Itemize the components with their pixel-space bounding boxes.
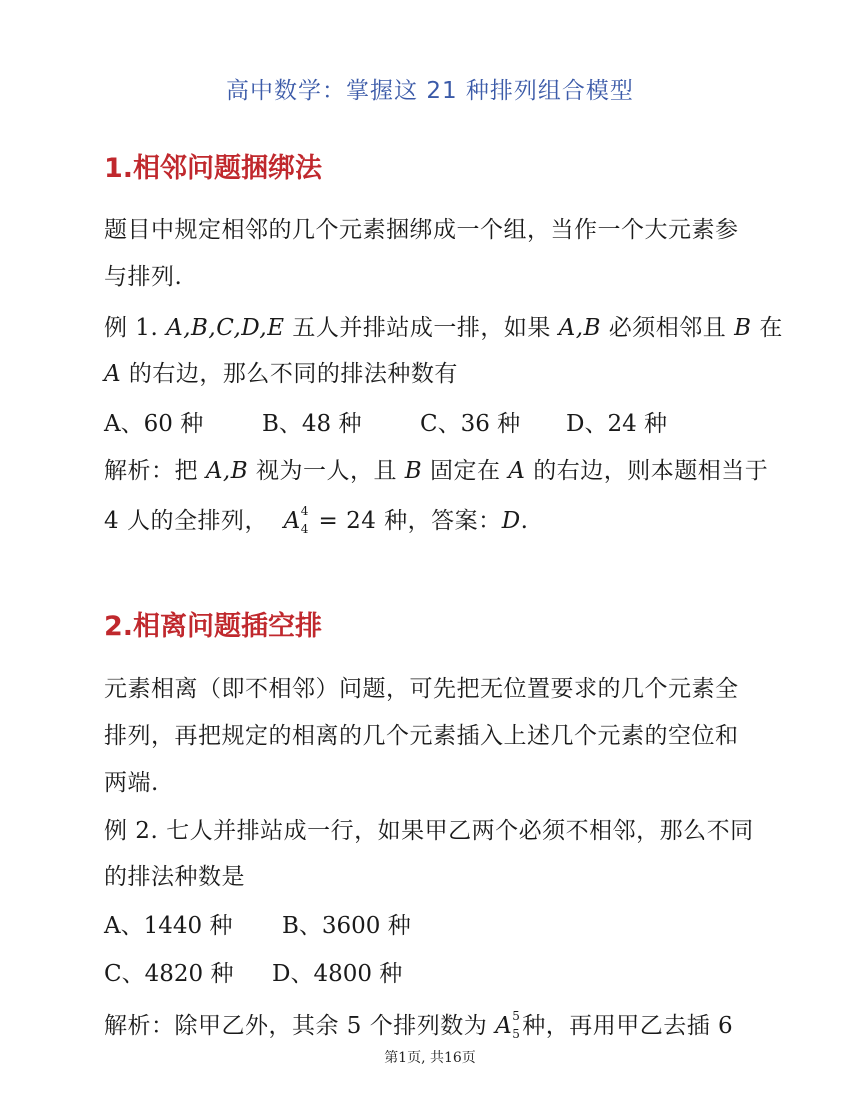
option2-b: B、3600 种 [282,913,411,939]
example1-mid2: 必须相邻且 [600,315,735,341]
example1-line2 [104,355,458,388]
example1-a: A [104,361,122,387]
section2-intro-line1: 元素相离（即不相邻）问题，可先把无位置要求的几个元素全 [104,676,739,702]
solution1-period: . [520,508,529,534]
option-d: D、24 种 [566,411,668,437]
option2-a: A、1440 种 [104,913,233,939]
solution1-ab: A,B [205,458,249,484]
section1-intro-line1: 题目中规定相邻的几个元素捆绑成一个组，当作一个大元素参 [104,217,739,243]
solution1-mid2: 固定在 [422,458,509,484]
solution1-mid1: 视为一人，且 [248,458,405,484]
section2-intro-line3: 两端. [104,770,159,796]
page-footer: 第1页, 共16页 [384,1050,476,1066]
perm-sup: 4 [300,504,309,518]
option-c: C、36 种 [420,411,521,437]
section-heading-1: 1.相邻问题捆绑法 [104,153,323,184]
solution1-end: 的右边，则本题相当于 [525,458,769,484]
example1-vars: A,B,C,D,E [166,315,285,341]
perm2-base: A [495,1013,513,1039]
perm2-sup: 5 [512,1009,521,1023]
section1-intro-line2: 与排列. [104,264,183,290]
solution1-b: B [404,458,423,484]
solution1-answer: D [501,508,521,534]
example1-b: B [734,315,752,341]
perm2-sub: 5 [512,1027,521,1041]
solution1-line2 [104,502,528,535]
example2-line2: 的排法种数是 [104,864,245,890]
solution1-a: A [508,458,526,484]
solution2-prefix: 解析：除甲乙外，其余 5 个排列数为 [104,1013,496,1039]
permutation-a55 [495,1009,521,1041]
option-a: A、60 种 [104,411,204,437]
option2-c: C、4820 种 [104,961,234,987]
solution1-line1 [104,452,768,485]
solution2-end: 种，再用甲乙去插 6 [522,1013,734,1039]
solution1-prefix: 解析：把 [104,458,206,484]
solution1-line2-prefix: 4 人的全排列， [104,508,284,534]
option-b: B、48 种 [262,411,362,437]
example1-mid1: 五人并排站成一排，如果 [284,315,559,341]
perm-base: A [283,508,301,534]
perm-sub: 4 [300,522,309,536]
section-heading-2: 2.相离问题插空排 [104,611,323,642]
permutation-a44 [283,504,309,536]
example1-end: 在 [751,315,783,341]
example1-prefix: 例 1. [104,315,167,341]
option2-d: D、4800 种 [272,961,403,987]
section2-intro-line2: 排列，再把规定的相离的几个元素插入上述几个元素的空位和 [104,723,739,749]
solution1-eq: = 24 种，答案： [310,508,502,534]
example1-line1 [104,309,783,342]
page-title: 高中数学：掌握这 21 种排列组合模型 [226,78,634,104]
example1-question: 的右边，那么不同的排法种数有 [121,361,458,387]
example1-ab: A,B [558,315,601,341]
example2-line1: 例 2. 七人并排站成一行，如果甲乙两个必须不相邻，那么不同 [104,818,754,844]
solution2-line1 [104,1007,733,1040]
